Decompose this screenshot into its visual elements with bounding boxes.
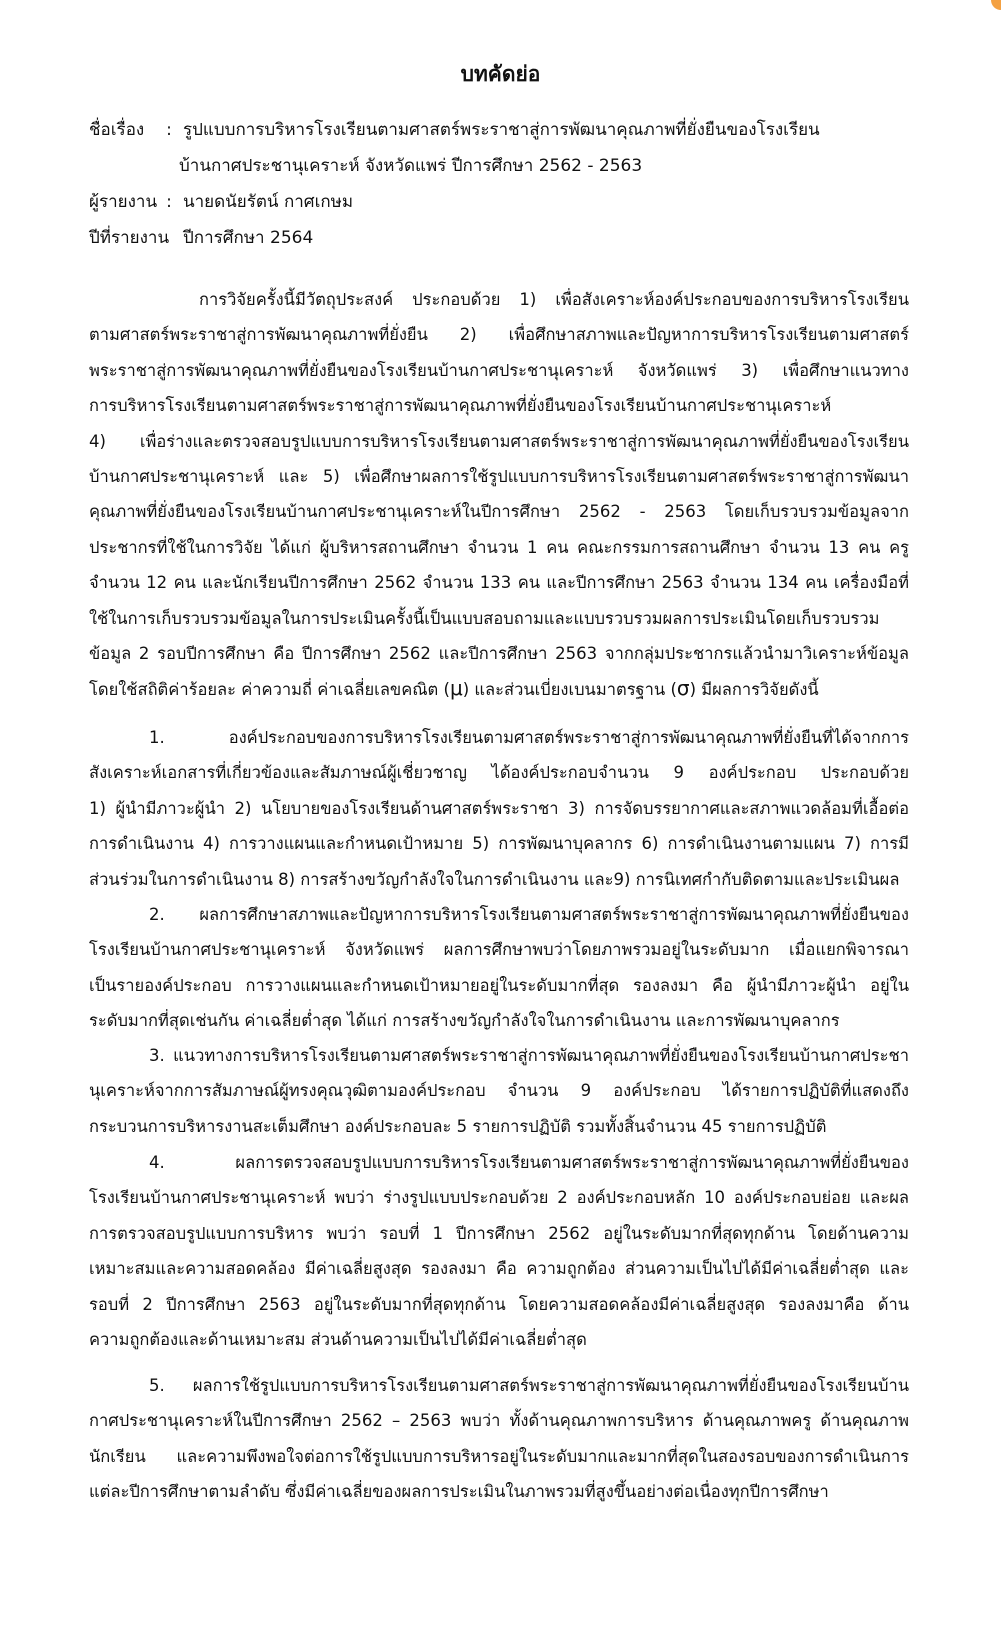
intro-line: การวิจัยครั้งนี้มีวัตถุประสงค์ ประกอบด้วย 1) เพื่อสังเคราะห์องค์ประกอบของการบริหารโรงเรียน [199, 290, 909, 309]
intro-line: จำนวน 12 คน และนักเรียนปีการศึกษา 2562 จำนวน 133 คน และปีการศึกษา 2563 จำนวน 134 คน เครื่องมือที่ [89, 573, 909, 593]
finding-line: ระดับมากที่สุดเช่นกัน ค่าเฉลี่ยต่ำสุด ได้แก่ การสร้างขวัญกำลังใจในการดำเนินงาน และการพัฒนาบุคลากร [89, 1011, 840, 1031]
intro-line: การบริหารโรงเรียนตามศาสตร์พระราชาสู่การพัฒนาคุณภาพที่ยั่งยืนของโรงเรียนบ้านกาศประชานุเคราะห์ [89, 396, 832, 416]
subject-label: ชื่อเรื่อง [89, 120, 145, 140]
finding-line: โรงเรียนบ้านกาศประชานุเคราะห์ พบว่า ร่างรูปแบบประกอบด้วย 2 องค์ประกอบหลัก 10 องค์ประกอบย่อย และผล [89, 1188, 909, 1208]
finding-line: นุเคราะห์จากการสัมภาษณ์ผู้ทรงคุณวุฒิตามองค์ประกอบ จำนวน 9 องค์ประกอบ ได้รายการปฏิบัติที่แสดงถึง [89, 1081, 909, 1101]
intro-line: ประชากรที่ใช้ในการวิจัย ได้แก่ ผู้บริหารสถานศึกษา จำนวน 1 คน คณะกรรมการสถานศึกษา จำนวน 13 คน ครู [89, 537, 909, 557]
intro-line: 4) เพื่อร่างและตรวจสอบรูปแบบการบริหารโรงเรียนตามศาสตร์พระราชาสู่การพัฒนาคุณภาพที่ยั่งยืนของโรงเรียน [89, 431, 909, 451]
reporter-value: นายดนัยรัตน์ กาศเกษม [183, 192, 354, 212]
reporter-separator: : [166, 192, 172, 212]
finding-line: 1) ผู้นำมีภาวะผู้นำ 2) นโยบายของโรงเรียนด้านศาสตร์พระราชา 3) การจัดบรรยากาศและสภาพแวดล้อมที่เอื้อต่อ [89, 798, 909, 818]
finding-line: เหมาะสมและความสอดคล้อง มีค่าเฉลี่ยสูงสุด รองลงมา คือ ความถูกต้อง ส่วนความเป็นไปได้มีค่าเฉลี่ยต่ำสุด และ [89, 1259, 909, 1279]
statistics-text-mid: ) และส่วนเบี่ยงเบนมาตรฐาน ( [462, 680, 677, 700]
finding-1 [89, 720, 909, 897]
intro-line: คุณภาพที่ยั่งยืนของโรงเรียนบ้านกาศประชานุเคราะห์ในปีการศึกษา 2562 - 2563 โดยเก็บรวบรวมข้อมูลจาก [89, 502, 909, 522]
statistics-text-pre: โดยใช้สถิติค่าร้อยละ ค่าความถี่ ค่าเฉลี่ยเลขคณิต ( [89, 680, 450, 700]
finding-4 [89, 1145, 909, 1357]
mu-symbol: μ [449, 676, 463, 701]
finding-line: 2. ผลการศึกษาสภาพและปัญหาการบริหารโรงเรียนตามศาสตร์พระราชาสู่การพัฒนาคุณภาพที่ยั่งยืนของ [149, 905, 909, 924]
meta-reporter [89, 186, 353, 219]
subject-line-2: บ้านกาศประชานุเคราะห์ จังหวัดแพร่ ปีการศึกษา 2562 - 2563 [179, 156, 643, 176]
finding-line: การตรวจสอบรูปแบบการบริหาร พบว่า รอบที่ 1 ปีการศึกษา 2562 อยู่ในระดับมากที่สุดทุกด้าน โดยด้านความ [89, 1223, 909, 1243]
intro-paragraph [89, 282, 909, 708]
intro-line: พระราชาสู่การพัฒนาคุณภาพที่ยั่งยืนของโรงเรียนบ้านกาศประชานุเคราะห์ จังหวัดแพร่ 3) เพื่อศึกษาแนวทาง [89, 360, 909, 380]
finding-5 [89, 1368, 909, 1510]
sigma-symbol: σ [676, 676, 690, 701]
finding-line: ส่วนร่วมในการดำเนินงาน 8) การสร้างขวัญกำลังใจในการดำเนินงาน และ9) การนิเทศกำกับติดตามและประเมินผล [89, 869, 900, 889]
intro-line-statistics [89, 671, 909, 707]
intro-line: ข้อมูล 2 รอบปีการศึกษา คือ ปีการศึกษา 2562 และปีการศึกษา 2563 จากกลุ่มประชากรแล้วนำมาวิเคราะห์ข้อมูล [89, 644, 909, 664]
intro-line: ใช้ในการเก็บรวบรวมข้อมูลในการประเมินครั้งนี้เป็นแบบสอบถามและแบบรวบรวมผลการประเมินโดยเก็บรวบรวม [89, 608, 880, 628]
corner-marker [991, 0, 1001, 10]
page-title: บทคัดย่อ [460, 62, 541, 86]
meta-subject [89, 114, 820, 147]
intro-line: บ้านกาศประชานุเคราะห์ และ 5) เพื่อศึกษาผลการใช้รูปแบบการบริหารโรงเรียนตามศาสตร์พระราชาสู่การพัฒนา [89, 467, 909, 487]
year-value: ปีการศึกษา 2564 [183, 228, 314, 248]
finding-3 [89, 1038, 909, 1144]
finding-line: 1. องค์ประกอบของการบริหารโรงเรียนตามศาสตร์พระราชาสู่การพัฒนาคุณภาพที่ยั่งยืนที่ได้จากการ [149, 728, 909, 747]
finding-line: 5. ผลการใช้รูปแบบการบริหารโรงเรียนตามศาสตร์พระราชาสู่การพัฒนาคุณภาพที่ยั่งยืนของโรงเรียนบ้าน [149, 1376, 909, 1395]
intro-line: ตามศาสตร์พระราชาสู่การพัฒนาคุณภาพที่ยั่งยืน 2) เพื่อศึกษาสภาพและปัญหาการบริหารโรงเรียนตามศาสตร์ [89, 325, 909, 345]
finding-line: เป็นรายองค์ประกอบ การวางแผนและกำหนดเป้าหมายอยู่ในระดับมากที่สุด รองลงมา คือ ผู้นำมีภาวะผู้นำ อยู่ใน [89, 975, 909, 995]
finding-line: 4. ผลการตรวจสอบรูปแบบการบริหารโรงเรียนตามศาสตร์พระราชาสู่การพัฒนาคุณภาพที่ยั่งยืนของ [149, 1153, 909, 1172]
finding-line: นักเรียน และความพึงพอใจต่อการใช้รูปแบบการบริหารอยู่ในระดับมากและมากที่สุดในสองรอบของการดำเนินการ [89, 1446, 909, 1466]
subject-line-1: รูปแบบการบริหารโรงเรียนตามศาสตร์พระราชาสู่การพัฒนาคุณภาพที่ยั่งยืนของโรงเรียน [183, 120, 820, 140]
finding-line: การดำเนินงาน 4) การวางแผนและกำหนดเป้าหมาย 5) การพัฒนาบุคลากร 6) การดำเนินงานตามแผน 7) การมี [89, 834, 909, 854]
reporter-label: ผู้รายงาน [89, 192, 158, 212]
meta-year [89, 222, 313, 255]
finding-line: แต่ละปีการศึกษาตามลำดับ ซึ่งมีค่าเฉลี่ยของผลการประเมินในภาพรวมที่สูงขึ้นอย่างต่อเนื่องทุกปีการศึกษา [89, 1482, 829, 1502]
finding-line: สังเคราะห์เอกสารที่เกี่ยวข้องและสัมภาษณ์ผู้เชี่ยวชาญ ได้องค์ประกอบจำนวน 9 องค์ประกอบ ประกอบด้วย [89, 763, 909, 783]
finding-line: 3. แนวทางการบริหารโรงเรียนตามศาสตร์พระราชาสู่การพัฒนาคุณภาพที่ยั่งยืนของโรงเรียนบ้านกาศประชา [149, 1046, 909, 1065]
finding-line: กระบวนการบริหารงานสะเต็มศึกษา องค์ประกอบละ 5 รายการปฏิบัติ รวมทั้งสิ้นจำนวน 45 รายการปฏิบัติ [89, 1116, 827, 1136]
statistics-text-post: ) มีผลการวิจัยดังนี้ [689, 680, 819, 700]
subject-separator: : [166, 120, 172, 140]
year-label: ปีที่รายงาน [89, 228, 170, 248]
finding-2 [89, 897, 909, 1039]
meta-subject-cont [179, 150, 642, 183]
finding-line: รอบที่ 2 ปีการศึกษา 2563 อยู่ในระดับมากที่สุดทุกด้าน โดยความสอดคล้องมีค่าเฉลี่ยสูงสุด รองลงมาคือ ด้าน [89, 1294, 909, 1314]
finding-line: โรงเรียนบ้านกาศประชานุเคราะห์ จังหวัดแพร่ ผลการศึกษาพบว่าโดยภาพรวมอยู่ในระดับมาก เมื่อแยกพิจารณา [89, 940, 909, 960]
finding-line: กาศประชานุเคราะห์ในปีการศึกษา 2562 – 2563 พบว่า ทั้งด้านคุณภาพการบริหาร ด้านคุณภาพครู ด้านคุณภาพ [89, 1411, 909, 1431]
finding-line: ความถูกต้องและด้านเหมาะสม ส่วนด้านความเป็นไปได้มีค่าเฉลี่ยต่ำสุด [89, 1330, 587, 1350]
